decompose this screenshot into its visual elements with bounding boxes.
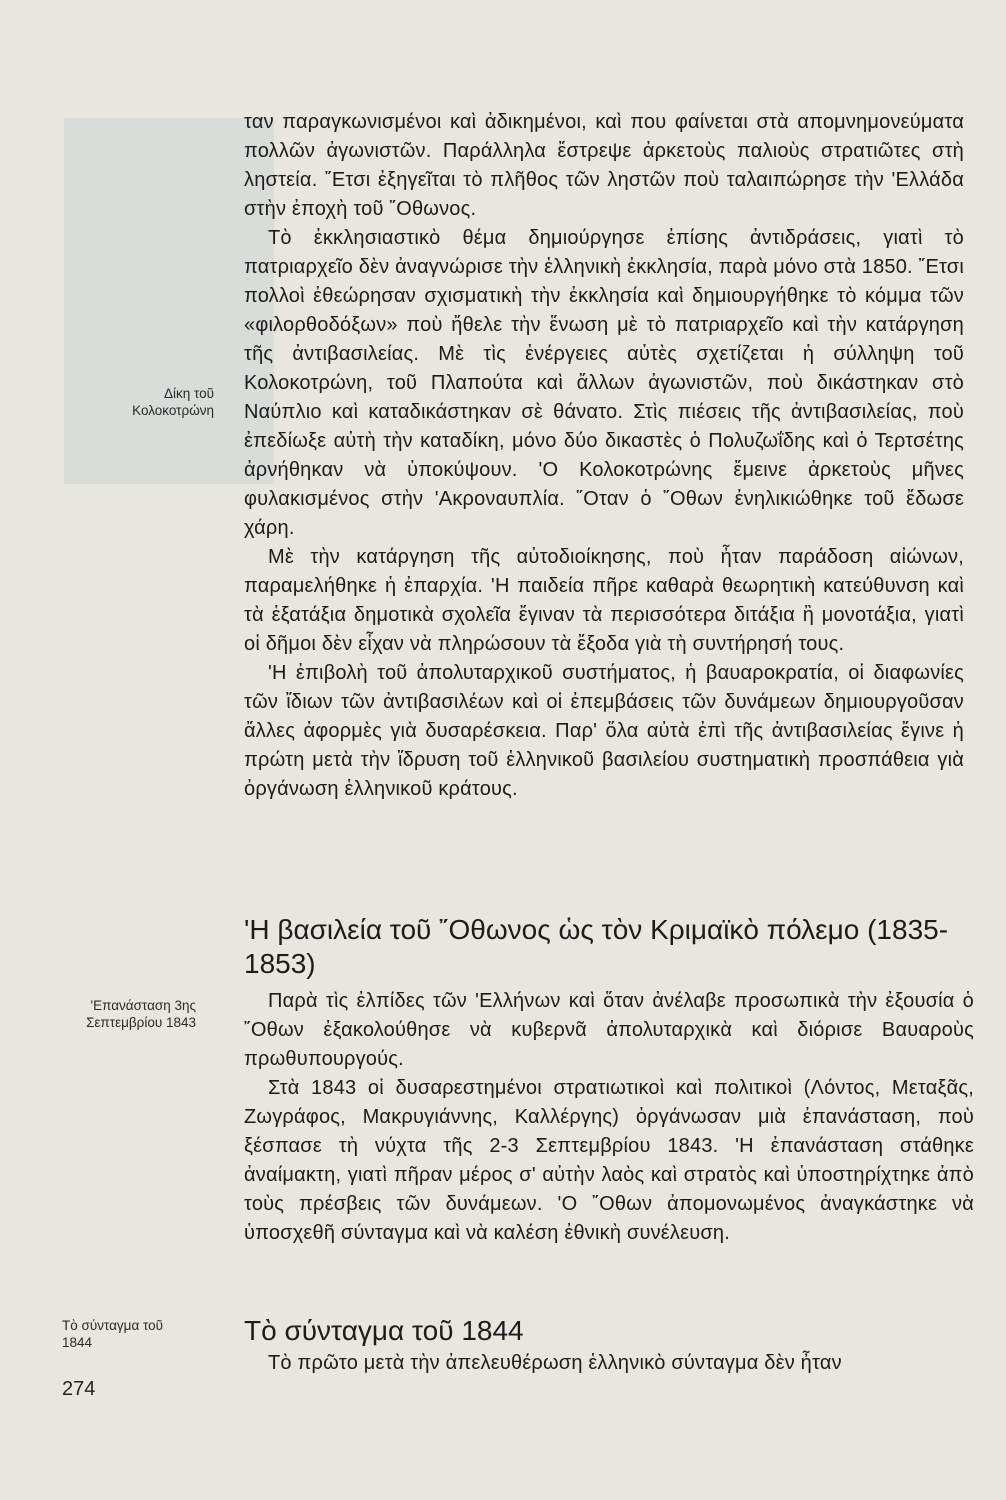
section-heading-constitution-1844: Τὸ σύνταγμα τοῦ 1844 <box>244 1315 524 1346</box>
paragraph: Τὸ πρῶτο μετὰ τὴν ἀπελευθέρωση ἑλληνικὸ σύνταγμα δὲν ἦταν <box>268 1352 842 1374</box>
text-column-section-2 <box>244 987 974 1248</box>
paragraph: 'Η ἐπιβολὴ τοῦ ἀπολυταρχικοῦ συστήματος, ἡ βαυαροκρατία, οἱ διαφωνίες τῶν ἴδιων τῶν ἀντιβασιλέων καὶ οἱ ἐπεμβάσεις τῶν δυνάμεων δημιουργοῦσαν ἄλλες ἀφορμὲς γιὰ δυσαρέσκεια. Παρ' ὅλα αὐτὰ ἐπὶ τῆς ἀντιβασιλείας ἔγινε ἡ πρώτη μετὰ τὴν ἵδρυση τοῦ ἑλληνικοῦ βασιλείου συστηματικὴ προσπάθεια γιὰ ὀργάνωση ἑλληνικοῦ κράτους. <box>244 662 964 800</box>
text-column-section-1 <box>244 108 964 804</box>
margin-note-line: Σεπτεμβρίου 1843 <box>86 1015 196 1030</box>
paragraph: Τὸ ἐκκλησιαστικὸ θέμα δημιούργησε ἐπίσης ἀντιδράσεις, γιατὶ τὸ πατριαρχεῖο δὲν ἀναγνώρισε τὴν ἑλληνικὴ ἐκκλησία, παρὰ μόνο στὰ 1850. ῎Ετσι πολλοὶ ἐθεώρησαν σχισματικὴ τὴν ἐκκλησία καὶ δημιουργήθηκε τὸ κόμμα τῶν «φιλορθοδόξων» ποὺ ἤθελε τὴν ἕνωση μὲ τὸ πατριαρχεῖο καὶ τὴν κατάργηση τῆς ἀντιβασιλείας. Μὲ τὶς ἐνέργειες αὐτὲς σχετίζεται ἡ σύλληψη τοῦ Κολοκοτρώνη, τοῦ Πλαπούτα καὶ ἄλλων ἀγωνιστῶν, ποὺ δικάστηκαν στὸ Ναύπλιο καὶ καταδικάστηκαν σὲ θάνατο. Στὶς πιέσεις τῆς ἀντιβασιλείας, ποὺ ἐπεδίωξε αὐτὴ τὴν καταδίκη, μόνο δύο δικαστὲς ὁ Πολυζωΐδης καὶ ὁ Τερτσέτης ἀρνήθηκαν νὰ ὑποκύψουν. 'Ο Κολοκοτρώνης ἔμεινε ἀρκετοὺς μῆνες φυλακισμένος στὴν 'Ακροναυπλία. ῞Οταν ὁ ῎Οθων ἐνηλικιώθηκε τοῦ ἔδωσε χάρη. <box>244 227 964 539</box>
margin-note-line: Κολοκοτρώνη <box>132 403 214 418</box>
paragraph: ταν παραγκωνισμένοι καὶ ἀδικημένοι, καὶ που φαίνεται στὰ απομνημονεύματα πολλῶν ἀγωνιστῶν. Παράλληλα ἔστρεψε ἀρκετοὺς παλιοὺς στρατιῶτες στὴ ληστεία. ῎Ετσι ἐξηγεῖται τὸ πλῆθος τῶν ληστῶν ποὺ ταλαιπώρησε τὴν 'Ελλάδα στὴν ἐποχὴ τοῦ ῎Οθωνος. <box>244 111 964 220</box>
margin-note-constitution-1844 <box>62 1317 202 1351</box>
paragraph: Στὰ 1843 οἱ δυσαρεστημένοι στρατιωτικοὶ καὶ πολιτικοὶ (Λόντος, Μεταξᾶς, Ζωγράφος, Μακρυγιάννης, Καλλέργης) ὀργάνωσαν μιὰ ἐπανάσταση, ποὺ ξέσπασε τὴ νύχτα τῆς 2-3 Σεπτεμβρίου 1843. 'Η ἐπανάσταση στάθηκε ἀναίμακτη, γιατὶ πῆραν μέρος σ' αὐτὴν λαὸς καὶ στρατὸς καὶ ὑποστηρίχτηκε ἀπὸ τοὺς πρέσβεις τῶν δυνάμεων. 'Ο ῎Οθων ἀπομονωμένος ἀναγκάστηκε νὰ ὑποσχεθῆ σύνταγμα καὶ νὰ καλέση ἐθνικὴ συνέλευση. <box>244 1077 974 1244</box>
margin-note-line: 1844 <box>62 1335 93 1350</box>
margin-note-line: 'Επανάσταση 3ης <box>90 998 196 1013</box>
section-heading-otto-reign: 'Η βασιλεία τοῦ ῎Οθωνος ὡς τὸν Κριμαϊκὸ πόλεμο (1835-1853) <box>244 914 949 979</box>
paragraph: Μὲ τὴν κατάργηση τῆς αὐτοδιοίκησης, ποὺ ἦταν παράδοση αἰώνων, παραμελήθηκε ἡ ἐπαρχία. 'Η παιδεία πῆρε καθαρὰ θεωρητικὴ κατεύθυνση καὶ τὰ ἑξατάξια δημοτικὰ σχολεῖα ἔγιναν τὰ περισσότερα διτάξια ἢ μονοτάξια, γιατὶ οἱ δῆμοι δὲν εἶχαν νὰ πληρώσουν τὰ ἔξοδα γιὰ τὴ συντήρησή τους. <box>244 546 964 655</box>
faded-image-region <box>64 118 274 484</box>
margin-note-line: Δίκη τοῦ <box>163 386 214 401</box>
text-column-section-3 <box>244 1349 974 1378</box>
page-number: 274 <box>62 1378 96 1400</box>
margin-note-kolokotronis-trial <box>64 385 214 419</box>
paragraph: Παρὰ τὶς ἐλπίδες τῶν 'Ελλήνων καὶ ὅταν ἀνέλαβε προσωπικὰ τὴν ἐξουσία ὁ ῎Οθων ἐξακολούθησε νὰ κυβερνᾶ ἀπολυταρχικὰ καὶ διόρισε Βαυαροὺς πρωθυπουργούς. <box>244 990 974 1070</box>
margin-note-revolution-1843 <box>40 997 196 1031</box>
margin-note-line: Τὸ σύνταγμα τοῦ <box>62 1318 164 1333</box>
